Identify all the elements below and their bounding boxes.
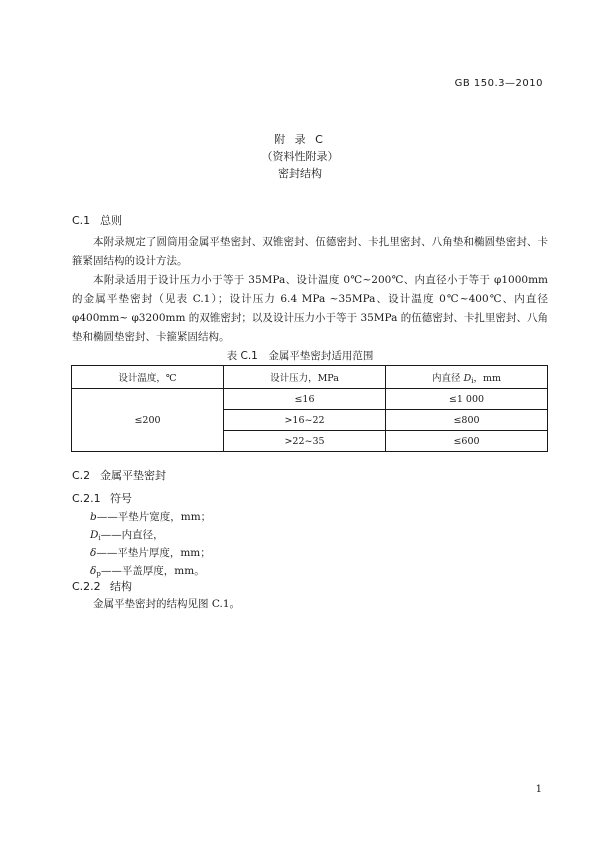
diameter-cell: ≤1 000 — [386, 389, 548, 410]
section-number: C.2 — [72, 469, 91, 482]
pressure-cell: >16~22 — [224, 410, 386, 431]
header-temperature: 设计温度，℃ — [72, 366, 224, 389]
temperature-cell: ≤200 — [72, 389, 224, 452]
pressure-cell: ≤16 — [224, 389, 386, 410]
page-number: 1 — [535, 784, 542, 795]
subsection-number: C.2.1 — [72, 492, 101, 505]
annex-subject: 密封结构 — [278, 167, 322, 180]
standard-code: GB 150.3—2010 — [454, 78, 543, 89]
subsection-title: 符号 — [110, 492, 132, 505]
section-c1-heading — [72, 212, 122, 228]
paragraph: 本附录规定了圆筒用金属平垫密封、双锥密封、伍德密封、卡扎里密封、八角垫和椭圆垫密封、卡箍紧固结构的设计方法。 — [72, 236, 548, 267]
table-caption: 表 C.1 金属平垫密封适用范围 — [226, 350, 374, 362]
table-row — [72, 389, 548, 410]
symbol-item: b——平垫片宽度，mm； — [90, 511, 212, 523]
header-pressure: 设计压力，MPa — [224, 366, 386, 389]
symbol-item: $\delta_p——$平盖厚度，mm。 — [90, 565, 205, 578]
subsection-c21-heading — [72, 490, 132, 506]
structure-text: 金属平垫密封的结构见图 C.1。 — [93, 598, 241, 610]
annex-title-block — [0, 131, 600, 182]
sealing-range-table — [71, 365, 548, 452]
paragraph: 本附录适用于设计压力小于等于 35MPa、设计温度 0℃~200℃、内直径小于等于 φ1000mm 的金属平垫密封（见表 C.1）；设计压力 6.4 MPa ~35MPa、设计温度 0℃~400℃、内直径 φ400mm~ φ3200mm 的双锥密封；以及设计压力小于等于 35MPa 的伍德密封、卡扎里密封、八角垫和椭圆垫密封、卡箍紧固结构。 — [72, 274, 548, 343]
diameter-cell: ≤600 — [386, 431, 548, 452]
subsection-title: 结构 — [110, 580, 132, 593]
section-title: 总则 — [100, 214, 122, 227]
header-diameter: 内直径 $D_i$，mm — [386, 366, 548, 389]
section-number: C.1 — [72, 214, 91, 227]
section-c2-heading — [72, 467, 166, 483]
annex-title: 附 录 C — [274, 133, 326, 146]
symbol-list — [90, 508, 211, 580]
diameter-cell: ≤800 — [386, 410, 548, 431]
table-header-row — [72, 366, 548, 389]
symbol-item: $D_i——$内直径， — [90, 529, 164, 542]
pressure-cell: >22~35 — [224, 431, 386, 452]
subsection-number: C.2.2 — [72, 580, 101, 593]
symbol-item: δ——平垫片厚度，mm； — [90, 547, 211, 559]
section-title: 金属平垫密封 — [100, 469, 166, 482]
annex-type: （资料性附录） — [261, 150, 339, 163]
subsection-c22-heading — [72, 578, 132, 594]
section-c1-body — [72, 233, 548, 347]
